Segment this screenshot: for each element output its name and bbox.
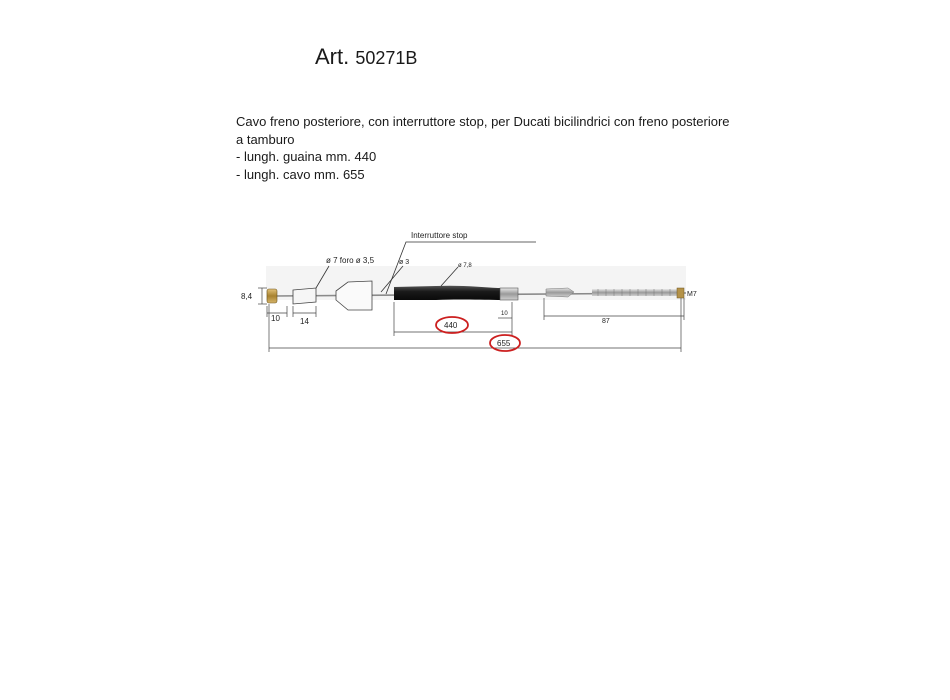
label-interruttore-stop: Interruttore stop [411,231,468,240]
dim-10-left: 10 [271,314,280,323]
cable-technical-drawing [236,226,706,356]
dim-10-right: 10 [501,311,508,317]
sheath-length-value: 440 [354,149,377,164]
dim-440: 440 [444,321,458,330]
ferrule [293,288,316,304]
brake-sheath [394,286,502,300]
threaded-rod [592,289,680,296]
cable-length-line [236,166,736,184]
adjuster-fitting [546,288,574,297]
cable-nipple [267,289,277,303]
product-description [236,113,736,183]
sheath-length-label: - lungh. guaina mm. [236,149,351,164]
dim-14: 14 [300,317,309,326]
dim-8-4: 8,4 [241,292,253,301]
description-line-1: Cavo freno posteriore, con interruttore stop, per Ducati bicilindrici con freno posteriore [236,114,730,129]
article-prefix: Art. [315,44,350,69]
cable-length-label: - lungh. cavo mm. [236,166,340,182]
label-diameter-7: ø 7 foro ø 3,5 [326,256,375,265]
article-code: 50271B [355,48,418,68]
description-line-2: a tamburo [236,131,295,147]
dim-87: 87 [602,318,610,325]
sheath-length-line [236,148,736,166]
end-nut [677,288,684,298]
sheath-end-ferrule [500,288,518,300]
label-diameter-7-8: ø 7,8 [458,263,472,269]
dim-655: 655 [497,339,511,348]
label-diameter-3: ø 3 [399,259,410,266]
article-title [315,44,417,70]
thread-m7: M7 [687,291,697,298]
cable-length-value: 655 [342,166,365,182]
